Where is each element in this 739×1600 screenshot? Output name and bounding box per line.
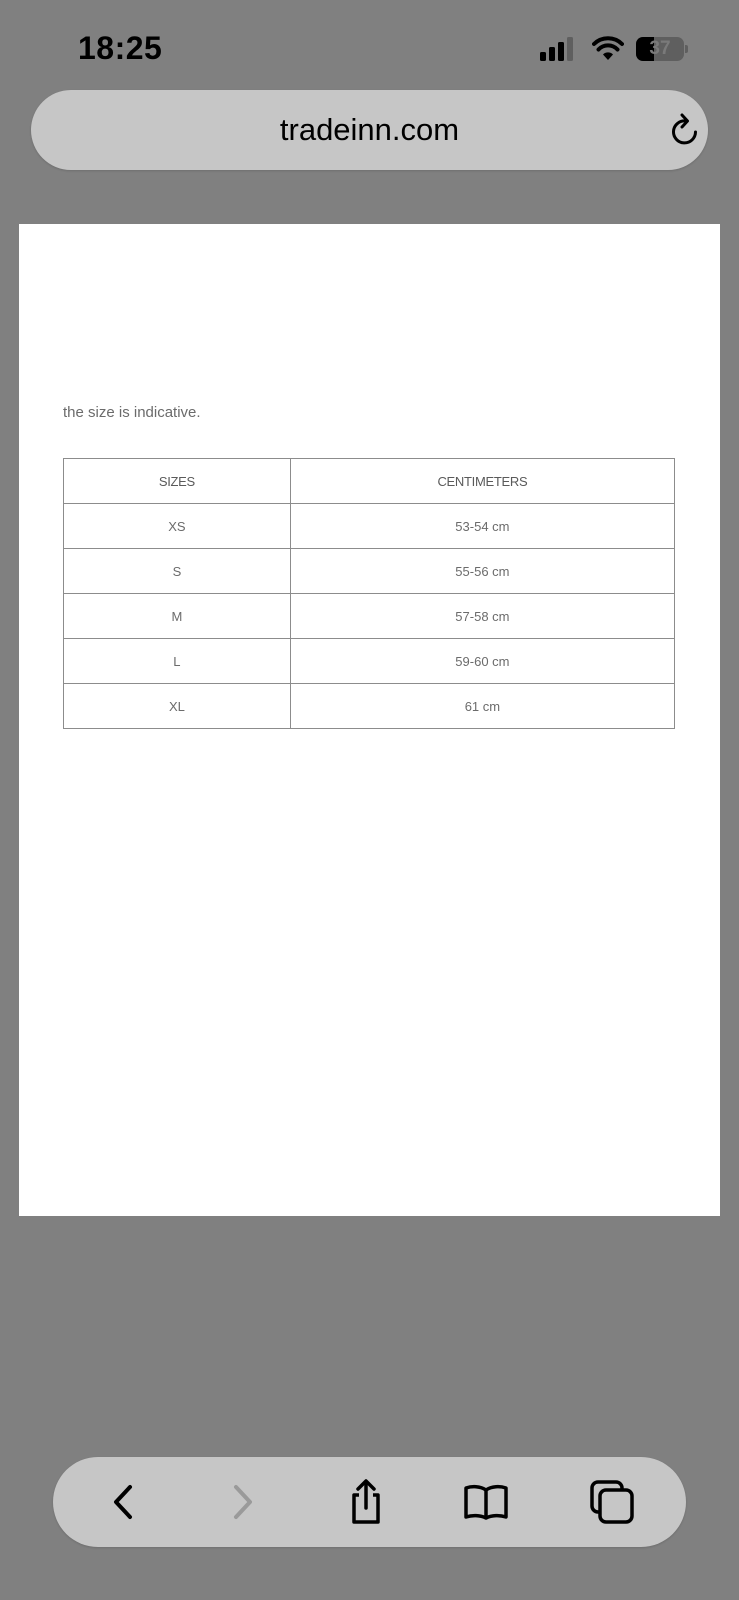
status-time: 18:25 [78, 30, 163, 66]
centimeters-cell: 55-56 cm [290, 549, 674, 594]
size-chart-table [63, 458, 675, 729]
size-cell: XL [64, 684, 291, 729]
table-row [64, 504, 675, 549]
size-cell: S [64, 549, 291, 594]
table-row [64, 684, 675, 729]
centimeters-cell: 61 cm [290, 684, 674, 729]
signal-icon [540, 37, 576, 61]
bookmarks-icon [462, 1482, 510, 1522]
url-text[interactable]: tradeinn.com [279, 112, 460, 147]
header-centimeters: CENTIMETERS [290, 459, 674, 504]
back-button[interactable] [83, 1457, 163, 1547]
table-row [64, 549, 675, 594]
browser-toolbar [53, 1457, 686, 1547]
tabs-icon [589, 1479, 635, 1525]
size-cell: L [64, 639, 291, 684]
share-button[interactable] [326, 1457, 406, 1547]
centimeters-cell: 59-60 cm [290, 639, 674, 684]
web-content [19, 224, 720, 1216]
size-cell: XS [64, 504, 291, 549]
bookmarks-button[interactable] [446, 1457, 526, 1547]
battery-cap [685, 45, 688, 53]
battery-icon [636, 37, 688, 61]
table-header-row [64, 459, 675, 504]
wifi-icon [592, 34, 624, 62]
header-sizes: SIZES [64, 459, 291, 504]
tabs-button[interactable] [572, 1457, 652, 1547]
centimeters-cell: 53-54 cm [290, 504, 674, 549]
table-row [64, 639, 675, 684]
address-bar[interactable] [31, 90, 708, 170]
battery-body [636, 37, 684, 61]
centimeters-cell: 57-58 cm [290, 594, 674, 639]
reload-icon[interactable] [667, 110, 703, 150]
size-note: the size is indicative. [63, 404, 201, 421]
back-icon [108, 1482, 138, 1522]
size-cell: M [64, 594, 291, 639]
forward-button[interactable] [203, 1457, 283, 1547]
forward-icon [228, 1482, 258, 1522]
share-icon [346, 1478, 386, 1526]
status-bar [0, 0, 739, 90]
table-row [64, 594, 675, 639]
battery-level: 37 [649, 38, 671, 59]
